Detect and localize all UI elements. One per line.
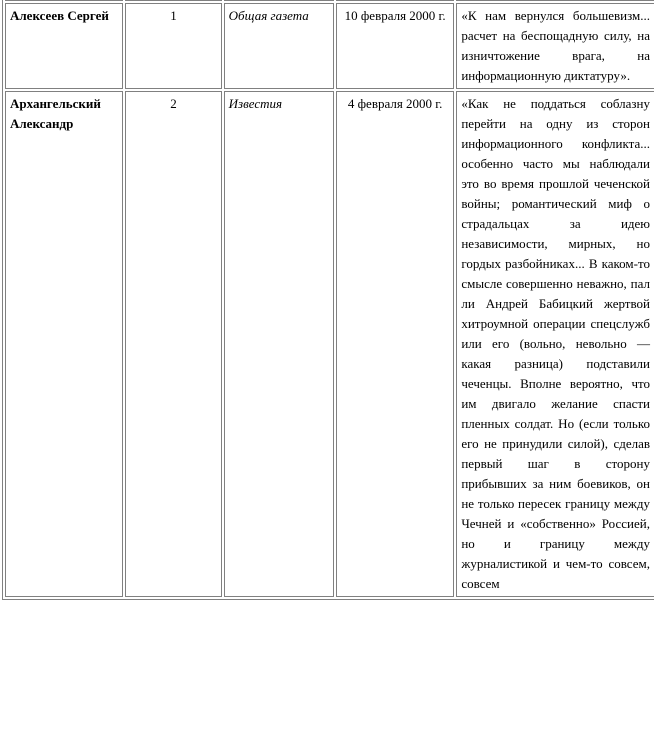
spacer-cell — [336, 0, 454, 1]
table-row — [5, 91, 654, 597]
spacer-cell — [125, 0, 221, 1]
newspaper-cell: Известия — [224, 91, 334, 597]
quote-cell: «К нам вернулся большевизм... расчет на беспощадную силу, на изничтожение врага, на информационную диктатуру». — [456, 3, 654, 89]
table-row-top-edge — [5, 0, 654, 1]
spacer-cell — [5, 0, 123, 1]
date-cell: 4 февраля 2000 г. — [336, 91, 454, 597]
date-cell: 10 февраля 2000 г. — [336, 3, 454, 89]
spacer-cell — [456, 0, 654, 1]
table-row — [5, 3, 654, 89]
articles-table — [2, 0, 654, 600]
author-cell: Алексеев Сергей — [5, 3, 123, 89]
number-cell: 2 — [125, 91, 221, 597]
number-cell: 1 — [125, 3, 221, 89]
quote-cell: «Как не поддаться соблазну перейти на одну из сторон информационного конфликта... особенно часто мы наблюдали это во время прошлой чеченской войны; романтический миф о страдальцах за идею независимости, мирных, но гордых разбойниках... В каком-то смысле совершенно неважно, пал ли Андрей Бабицкий жертвой хитроумной операции спецслужб или его (вольно, невольно — какая разница) подставили чеченцы. Вполне вероятно, что им двигало желание спасти пленных солдат. Но (если только его не принудили силой), сделав первый шаг в сторону прибывших за ним боевиков, он не только пересек границу между Чечней и «собственно» Россией, но и границу между журналистикой и чем-то совсем, совсем — [456, 91, 654, 597]
spacer-cell — [224, 0, 334, 1]
newspaper-cell: Общая газета — [224, 3, 334, 89]
author-cell: Архангельский Александр — [5, 91, 123, 597]
